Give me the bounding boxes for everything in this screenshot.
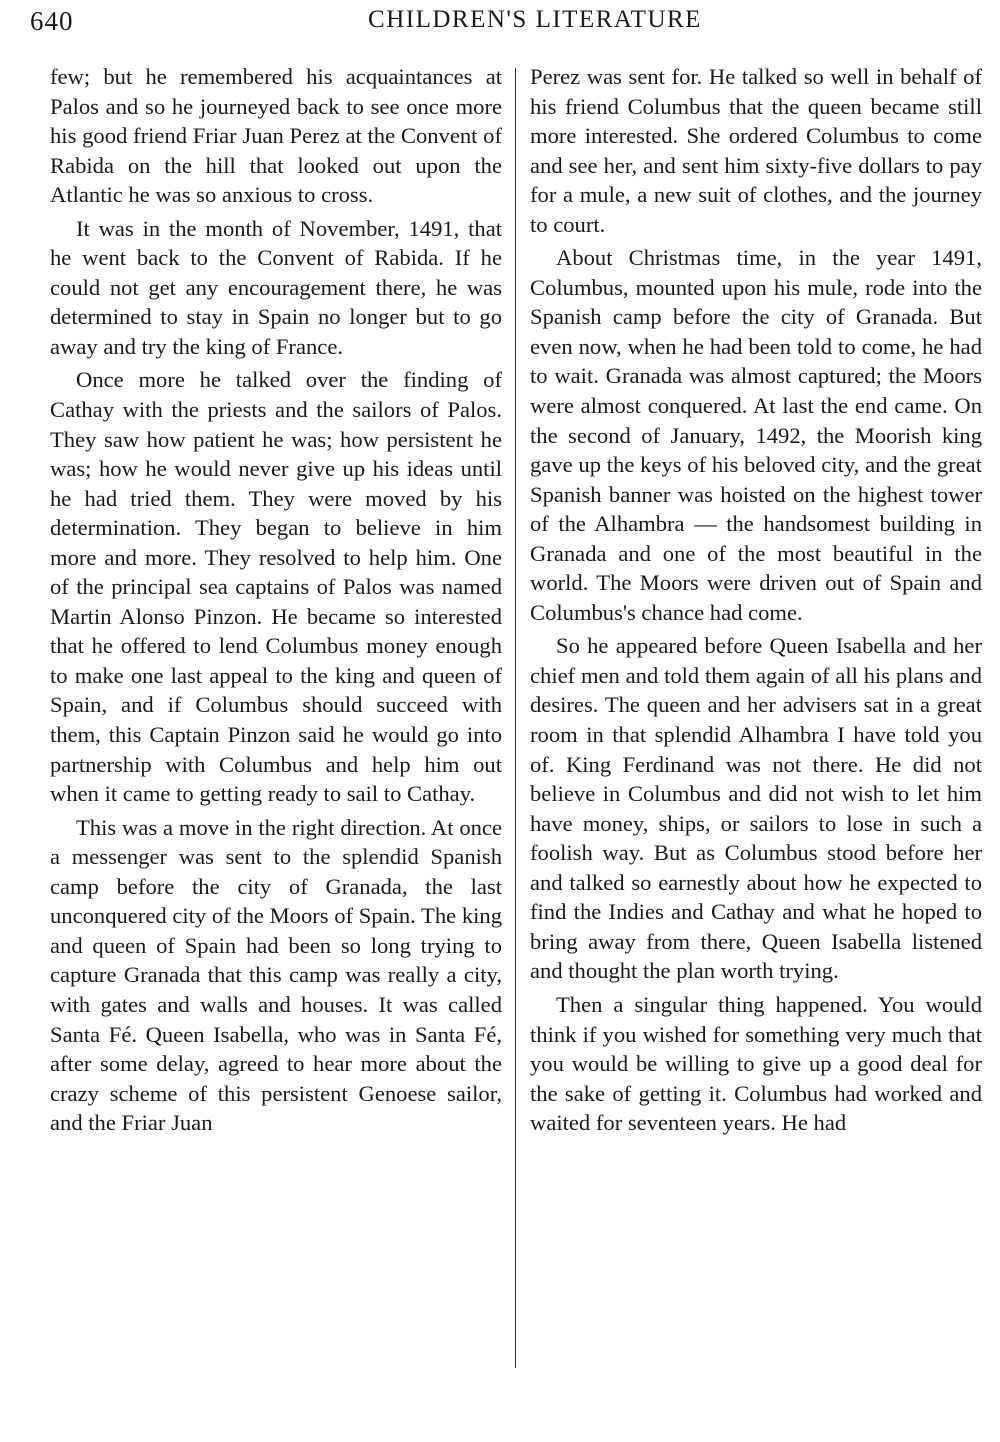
right-paragraph-3: So he appeared before Queen Isabella and her chief men and told them again of all his plans and desires. The queen and her advisers sat in a great room in that splendid Alhambra I have told you of. King Ferdinand was not there. He did not believe in Columbus and did not wish to let him have money, ships, or sailors to lose in such a foolish way. But as Columbus stood before her and talked so earnestly about how he expected to find the Indies and Cathay and what he hoped to bring away from there, Queen Isabella listened and thought the plan worth trying. [530,633,982,984]
column-divider [515,68,516,1368]
left-paragraph-2: It was in the month of November, 1491, that he went back to the Convent of Rabida. If he could not get any encouragement there, he was determined to stay in Spain no longer but to go away and try the king of France. [50,215,502,359]
left-paragraph-1: few; but he remembered his acquaintances at Palos and so he journeyed back to see once more his good friend Friar Juan Perez at the Convent of Rabida on the hill that looked out upon the Atlantic he was so anxious to cross. [50,64,502,208]
right-paragraph-1: Perez was sent for. He talked so well in behalf of his friend Columbus that the queen became still more interested. She ordered Columbus to come and see her, and sent him sixty-five dollars to pay for a mule, a new suit of clothes, and the journey to court. [530,64,982,237]
right-paragraph-4: Then a singular thing happened. You would think if you wished for something very much that you would be willing to give up a good deal for the sake of getting it. Columbus had worked and waited for seventeen years. He had [530,991,982,1136]
page-number: 640 [30,6,74,36]
right-paragraph-2: About Christmas time, in the year 1491, Columbus, mounted upon his mule, rode into the Spanish camp before the city of Granada. But even now, when he had been told to come, he had to wait. Granada was almost captured; the Moors were almost conquered. At last the end came. On the second of January, 1492, the Moorish king gave up the keys of his beloved city, and the great Spanish banner was hoisted on the highest tower of the Alhambra — the handsomest building in Granada and one of the most beautiful in the world. The Moors were driven out of Spain and Columbus's chance had come. [530,245,982,625]
page-header [30,6,980,46]
left-paragraph-4: This was a move in the right direction. At once a messenger was sent to the splendid Spanish camp before the city of Granada, the last unconquered city of the Moors of Spain. The king and queen of Spain had been so long trying to capture Granada that this camp was really a city, with gates and walls and houses. It was called Santa Fé. Queen Isabella, who was in Santa Fé, after some delay, agreed to hear more about the crazy scheme of this persistent Genoese sailor, and the Friar Juan [50,814,502,1136]
left-column [50,62,502,1142]
running-title: CHILDREN'S LITERATURE [368,6,702,33]
left-paragraph-3: Once more he talked over the finding of Cathay with the priests and the sailors of Palos. They saw how patient he was; how persistent he was; how he would never give up his ideas until he had tried them. They were moved by his determination. They began to believe in him more and more. They resolved to help him. One of the principal sea captains of Palos was named Martin Alonso Pinzon. He became so interested that he offered to lend Columbus money enough to make one last appeal to the king and queen of Spain, and if Columbus should succeed with them, this Captain Pinzon said he would go into partnership with Columbus and help him out when it came to getting ready to sail to Cathay. [50,367,502,807]
right-column [530,62,982,1142]
